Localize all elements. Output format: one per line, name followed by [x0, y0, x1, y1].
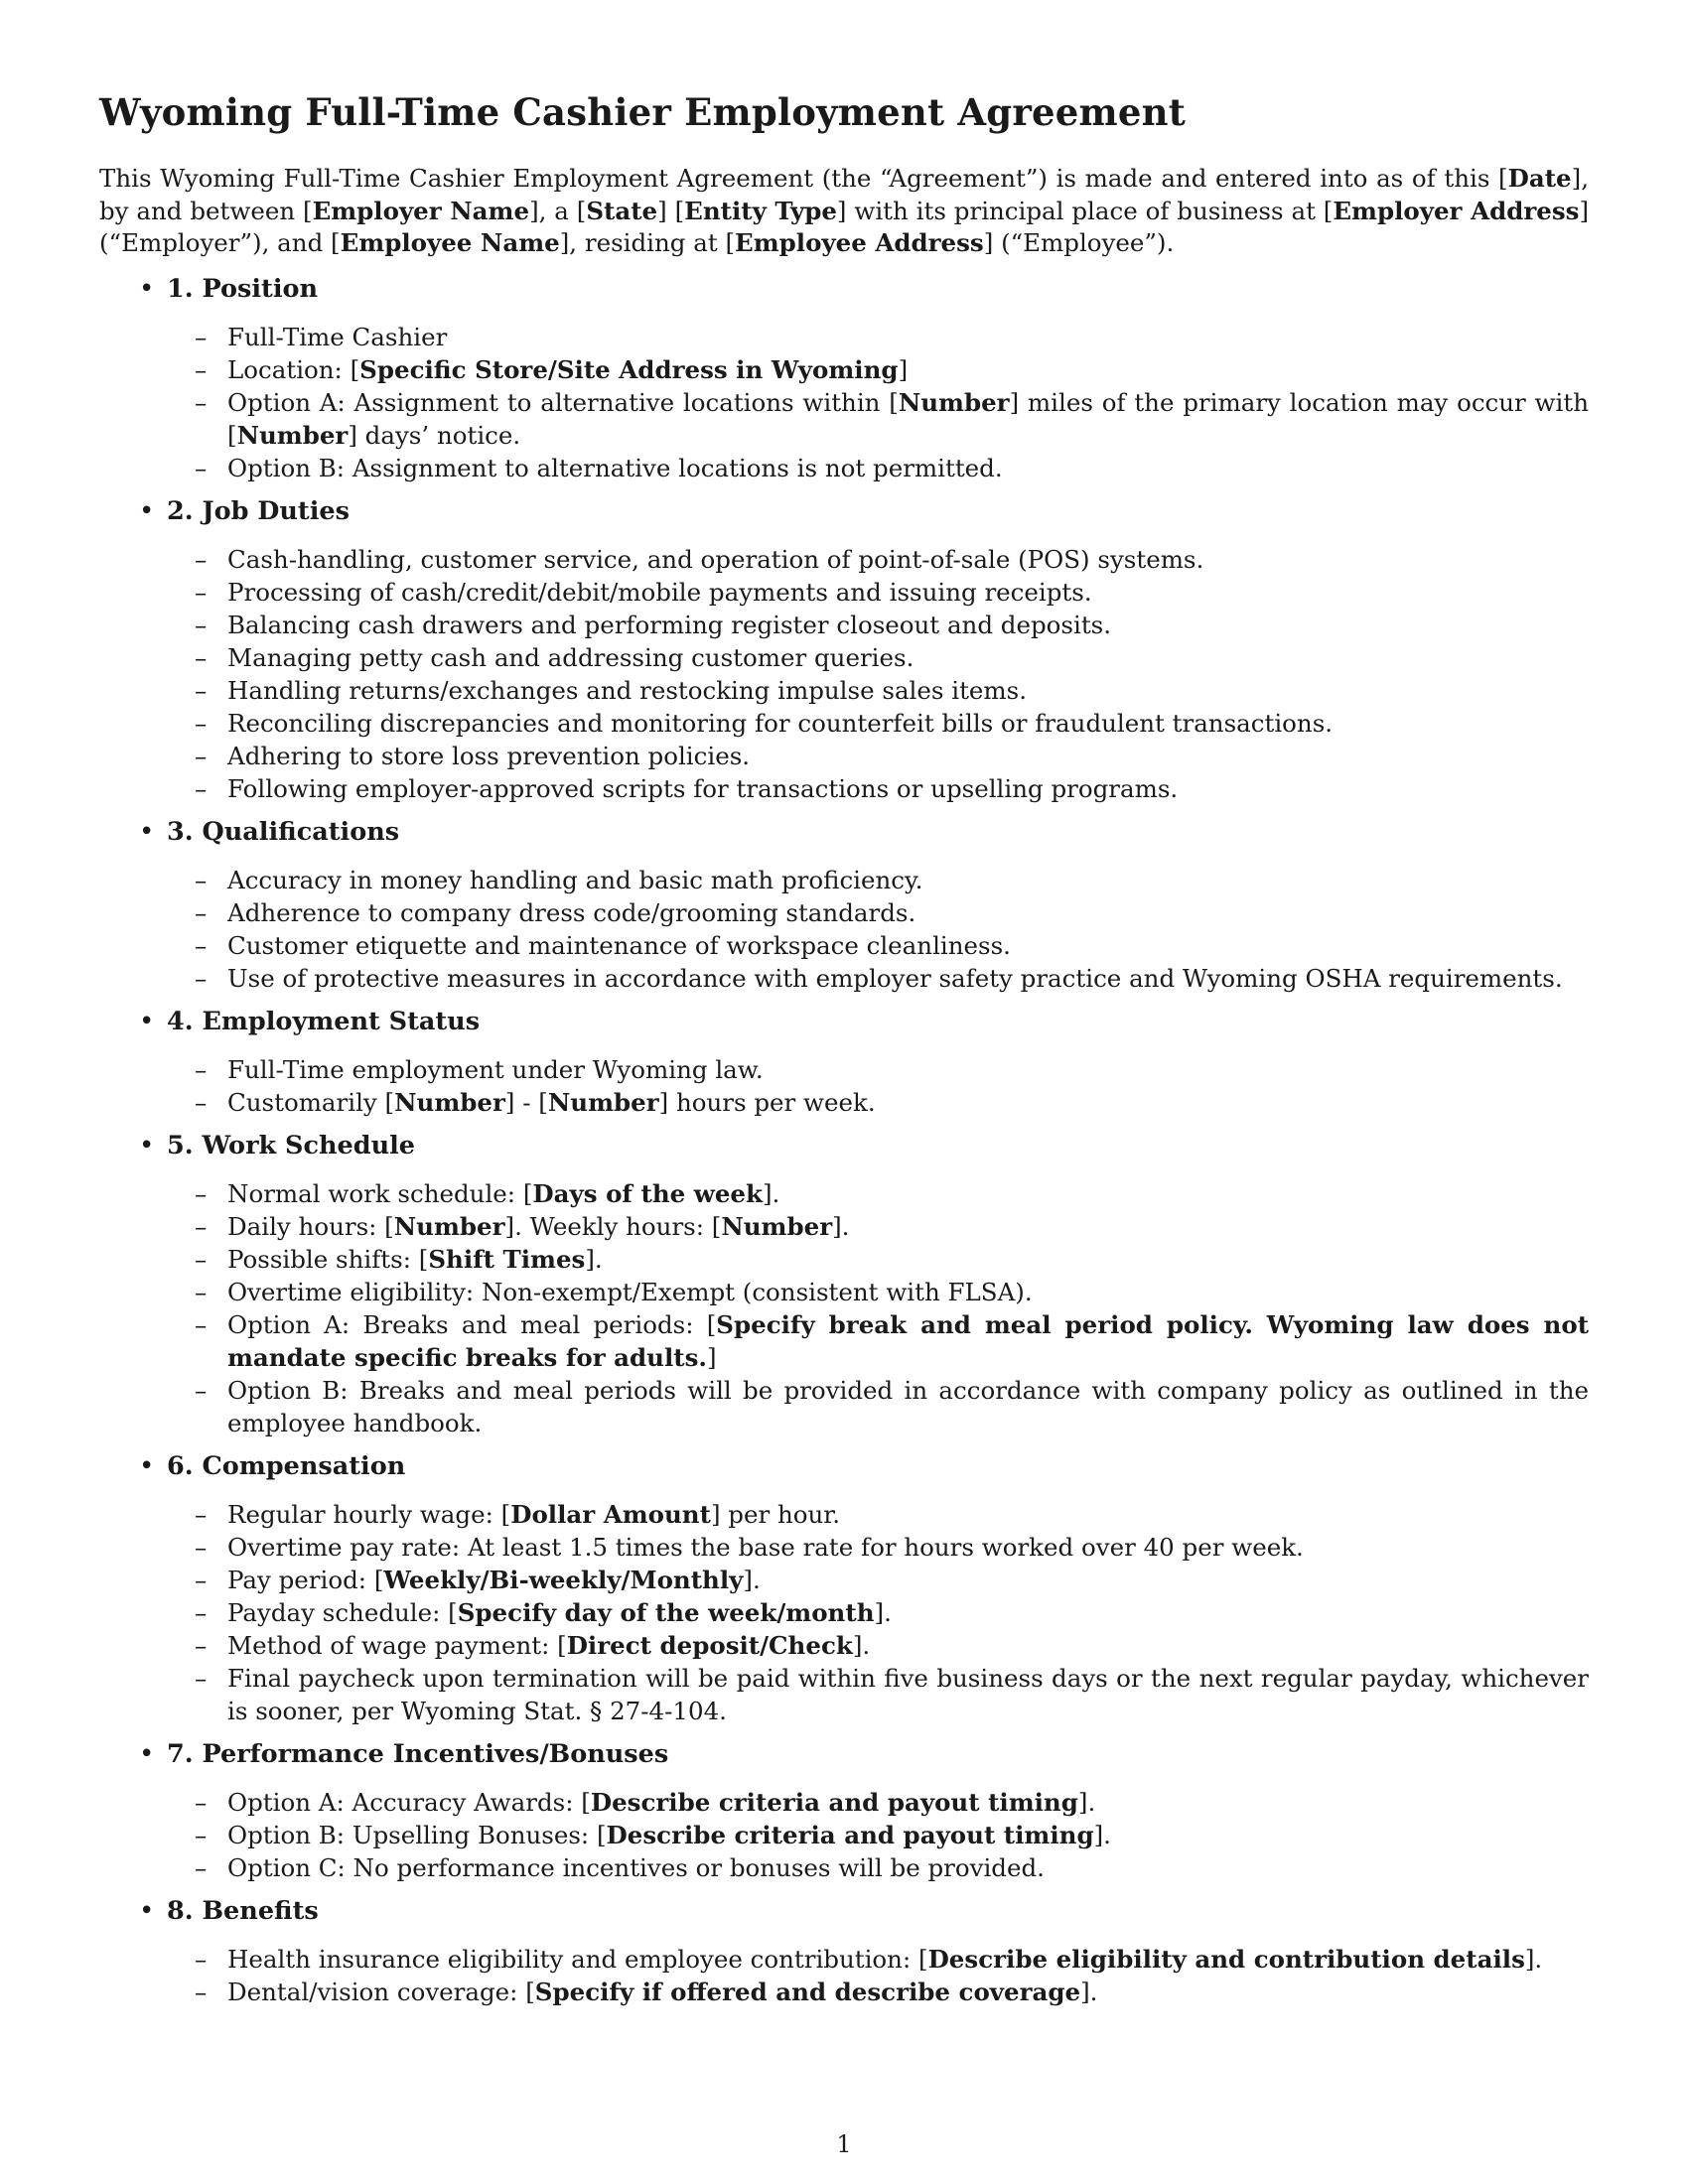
dash-icon: – [195, 1277, 208, 1306]
section-compensation [99, 1450, 1589, 1727]
dash-icon: – [195, 610, 208, 639]
list-item: – Following employer-approved scripts for transactions or upselling programs. [195, 773, 1179, 803]
bullet-icon: • [139, 816, 155, 847]
placeholder-date: Date [1507, 164, 1572, 193]
dash-icon: – [195, 897, 208, 927]
dash-icon: – [195, 1565, 208, 1594]
dash-icon: – [195, 642, 208, 672]
placeholder-state: State [586, 196, 658, 225]
list-item: – Option A: Assignment to alternative locations within [Number] miles of the primary location may occur with [Number] days’ notice. [195, 387, 1589, 450]
dash-icon: – [195, 1087, 208, 1117]
list-item: – Location: [Specific Store/Site Address in Wyoming] [195, 354, 909, 384]
dash-icon: – [195, 1944, 208, 1974]
list-item: – Daily hours: [Number]. Weekly hours: [Number]. [195, 1211, 850, 1241]
dash-icon: – [195, 1309, 208, 1339]
list-item: – Managing petty cash and addressing customer queries. [195, 642, 914, 672]
list-item: – Reconciling discrepancies and monitoring for counterfeit bills or fraudulent transactions. [195, 708, 1334, 738]
dash-icon: – [195, 1852, 208, 1882]
list-item: – Regular hourly wage: [Dollar Amount] per hour. [195, 1499, 841, 1529]
dash-icon: – [195, 354, 208, 384]
dash-icon: – [195, 544, 208, 574]
section-title: 8. Benefits [167, 1895, 319, 1926]
section-title: 7. Performance Incentives/Bonuses [167, 1738, 669, 1769]
bullet-icon: • [139, 495, 155, 526]
list-item: – Customarily [Number] - [Number] hours per week. [195, 1087, 876, 1117]
dash-icon: – [195, 1663, 208, 1693]
section-title: 1. Position [167, 273, 319, 304]
list-item: – Overtime pay rate: At least 1.5 times the base rate for hours worked over 40 per week. [195, 1532, 1304, 1562]
placeholder-employee-address: Employee Address [735, 228, 984, 257]
dash-icon: – [195, 1178, 208, 1208]
section-position [99, 273, 1589, 484]
section-title: 4. Employment Status [167, 1006, 481, 1036]
list-item: – Option A: Accuracy Awards: [Describe criteria and payout timing]. [195, 1787, 1096, 1817]
list-item: – Method of wage payment: [Direct deposit/Check]. [195, 1630, 871, 1660]
list-item: – Option B: Assignment to alternative locations is not permitted. [195, 453, 1003, 482]
list-item: – Adhering to store loss prevention policies. [195, 741, 751, 770]
section-benefits [99, 1895, 1589, 2008]
page-number: 1 [836, 2130, 852, 2158]
list-item: – Final paycheck upon termination will be paid within five business days or the next regular payday, whichever is sooner, per Wyoming Stat. § 27-4-104. [195, 1663, 1589, 1725]
list-item: – Adherence to company dress code/grooming standards. [195, 897, 916, 927]
bullet-icon: • [139, 1895, 155, 1926]
list-item: – Use of protective measures in accordance with employer safety practice and Wyoming OSHA requirements. [195, 963, 1563, 993]
list-item: – Processing of cash/credit/debit/mobile payments and issuing receipts. [195, 577, 1092, 607]
list-item: – Accuracy in money handling and basic math proficiency. [195, 865, 923, 894]
document-page [99, 87, 1589, 2019]
dash-icon: – [195, 577, 208, 607]
section-title: 6. Compensation [167, 1450, 406, 1481]
dash-icon: – [195, 1375, 208, 1405]
list-item: – Dental/vision coverage: [Specify if offered and describe coverage]. [195, 1977, 1098, 2006]
list-item: – Option C: No performance incentives or bonuses will be provided. [195, 1852, 1045, 1882]
list-item: – Option B: Breaks and meal periods will be provided in accordance with company policy as outlined in the employee handbook. [195, 1375, 1589, 1437]
list-item: – Overtime eligibility: Non-exempt/Exempt (consistent with FLSA). [195, 1277, 1033, 1306]
section-performance-incentives [99, 1738, 1589, 1884]
section-qualifications [99, 816, 1589, 995]
list-item: – Option B: Upselling Bonuses: [Describe criteria and payout timing]. [195, 1820, 1111, 1849]
placeholder-employee-name: Employee Name [340, 228, 560, 257]
dash-icon: – [195, 865, 208, 894]
section-list [99, 273, 1589, 2008]
bullet-icon: • [139, 1738, 155, 1769]
placeholder-employer-address: Employer Address [1333, 196, 1580, 225]
dash-icon: – [195, 675, 208, 705]
dash-icon: – [195, 1532, 208, 1562]
dash-icon: – [195, 1499, 208, 1529]
placeholder-employer-name: Employer Name [312, 196, 530, 225]
dash-icon: – [195, 1820, 208, 1849]
bullet-icon: • [139, 1450, 155, 1481]
list-item: – Cash-handling, customer service, and operation of point-of-sale (POS) systems. [195, 544, 1204, 574]
list-item: – Balancing cash drawers and performing register closeout and deposits. [195, 610, 1112, 639]
list-item: – Handling returns/exchanges and restocking impulse sales items. [195, 675, 1028, 705]
dash-icon: – [195, 1787, 208, 1817]
placeholder-entity-type: Entity Type [684, 196, 837, 225]
dash-icon: – [195, 387, 208, 417]
dash-icon: – [195, 930, 208, 960]
bullet-icon: • [139, 1130, 155, 1160]
list-item: – Customer etiquette and maintenance of workspace cleanliness. [195, 930, 1011, 960]
list-item: – Possible shifts: [Shift Times]. [195, 1244, 603, 1274]
bullet-icon: • [139, 1006, 155, 1036]
dash-icon: – [195, 1630, 208, 1660]
list-item: – Payday schedule: [Specify day of the week/month]. [195, 1597, 892, 1627]
dash-icon: – [195, 1211, 208, 1241]
document-title: Wyoming Full-Time Cashier Employment Agreement [99, 90, 1186, 134]
section-title: 2. Job Duties [167, 495, 350, 526]
list-item: – Normal work schedule: [Days of the week]. [195, 1178, 780, 1208]
list-item: – Pay period: [Weekly/Bi-weekly/Monthly]. [195, 1565, 761, 1594]
dash-icon: – [195, 963, 208, 993]
bullet-icon: • [139, 273, 155, 304]
dash-icon: – [195, 322, 208, 351]
intro-paragraph: This Wyoming Full-Time Cashier Employment Agreement (the “Agreement”) is made and entered into as of this [Date], by and between [Employer Name], a [State] [Entity Type] with its principal place of business at [Employer Address] (“Employer”), and [Employee Name], residing at [Employee Address] (“Employee”). [99, 164, 1590, 257]
dash-icon: – [195, 741, 208, 770]
section-employment-status [99, 1006, 1589, 1119]
dash-icon: – [195, 1244, 208, 1274]
section-work-schedule [99, 1130, 1589, 1439]
dash-icon: – [195, 1597, 208, 1627]
section-title: 3. Qualifications [167, 816, 400, 847]
list-item: – Full-Time Cashier [195, 322, 448, 351]
list-item: – Health insurance eligibility and employee contribution: [Describe eligibility and contribution details]. [195, 1944, 1543, 1974]
section-job-duties [99, 495, 1589, 805]
section-title: 5. Work Schedule [167, 1130, 416, 1160]
dash-icon: – [195, 453, 208, 482]
list-item: – Option A: Breaks and meal periods: [Specify break and meal period policy. Wyoming law does not mandate specific breaks for adults.] [195, 1309, 1590, 1372]
dash-icon: – [195, 1054, 208, 1084]
dash-icon: – [195, 708, 208, 738]
list-item: – Full-Time employment under Wyoming law. [195, 1054, 764, 1084]
dash-icon: – [195, 773, 208, 803]
dash-icon: – [195, 1977, 208, 2006]
